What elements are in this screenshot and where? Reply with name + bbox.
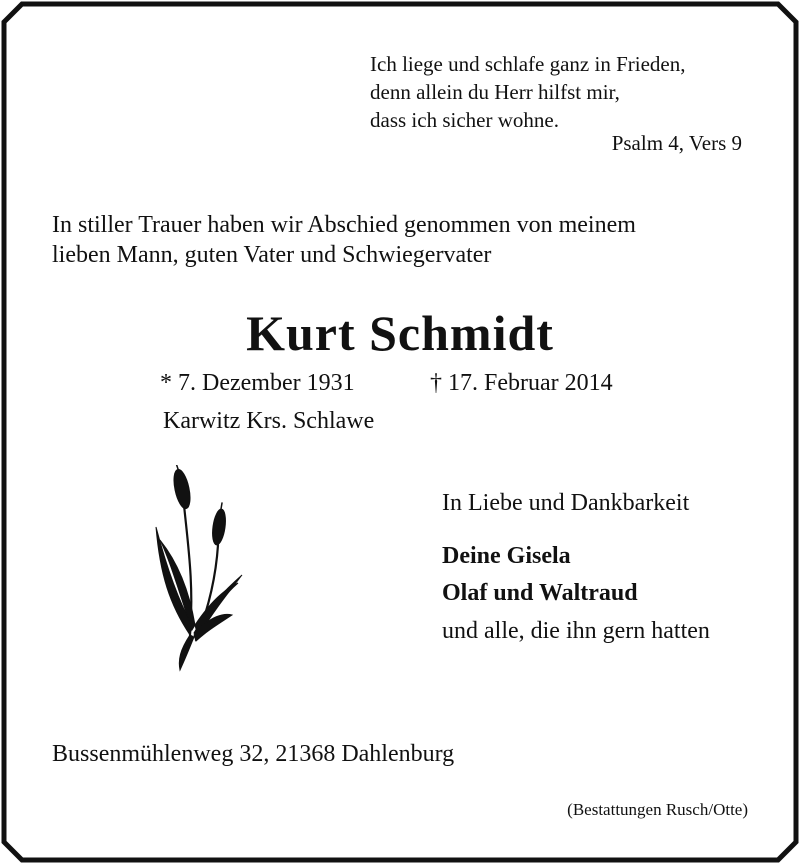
mourner-others: und alle, die ihn gern hatten (442, 618, 710, 644)
undertaker-credit: (Bestattungen Rusch/Otte) (567, 800, 748, 819)
intro-line: In stiller Trauer haben wir Abschied genommen von meinem (52, 212, 636, 238)
mourner-name: Olaf und Waltraud (442, 580, 638, 606)
deceased-name: Kurt Schmidt (246, 305, 554, 361)
mourner-name: Deine Gisela (442, 543, 571, 569)
dedication: In Liebe und Dankbarkeit (442, 490, 690, 516)
verse-line: dass ich sicher wohne. (370, 108, 559, 132)
address: Bussenmühlenweg 32, 21368 Dahlenburg (52, 741, 455, 767)
birth-date: * 7. Dezember 1931 (160, 370, 355, 396)
verse-line: Ich liege und schlafe ganz in Frieden, (370, 52, 686, 76)
psalm-verse (370, 50, 685, 134)
mourning-intro (52, 210, 636, 270)
intro-line: lieben Mann, guten Vater und Schwiegervater (52, 242, 492, 268)
verse-line: denn allein du Herr hilfst mir, (370, 80, 620, 104)
death-date: † 17. Februar 2014 (430, 370, 613, 396)
birthplace: Karwitz Krs. Schlawe (163, 408, 375, 434)
verse-reference: Psalm 4, Vers 9 (611, 131, 742, 155)
cattail-reed-icon (150, 465, 250, 675)
